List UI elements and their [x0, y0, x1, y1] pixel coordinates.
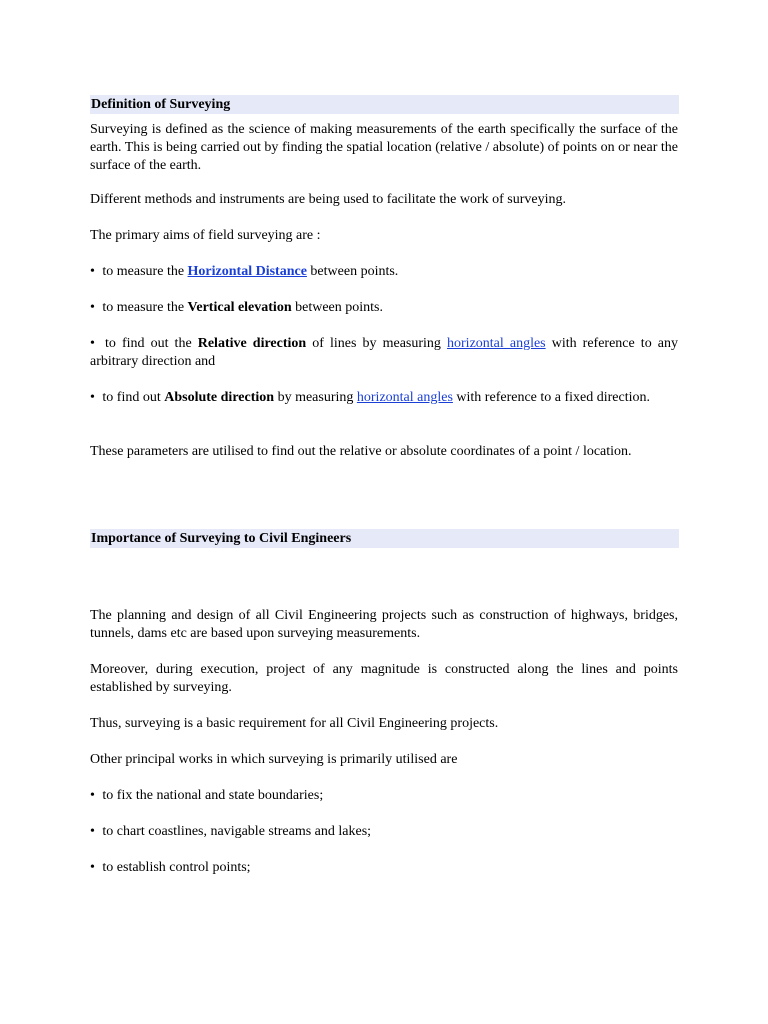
- bullet-text: to find out: [102, 390, 165, 405]
- bullet-text: to measure the: [102, 264, 188, 279]
- bullet-marker: •: [90, 860, 95, 875]
- bullet-text: to establish control points;: [102, 860, 251, 875]
- requirement-paragraph: Thus, surveying is a basic requirement for all Civil Engineering projects.: [90, 716, 499, 731]
- link-label: Horizontal Distance: [187, 264, 307, 279]
- bullet-text: to fix the national and state boundaries;: [102, 788, 324, 803]
- aim-bullet-vertical-elevation: [90, 299, 678, 317]
- aims-intro-paragraph: The primary aims of field surveying are :: [90, 228, 321, 243]
- bullet-text: by measuring: [274, 390, 357, 405]
- bullet-marker: •: [90, 300, 95, 315]
- bold-term: Vertical elevation: [187, 300, 292, 315]
- bullet-text: between points.: [291, 300, 383, 315]
- principal-works-paragraph: Other principal works in which surveying is primarily utilised are: [90, 752, 458, 767]
- bullet-text: of lines by measuring: [306, 336, 448, 351]
- bullet-text: to chart coastlines, navigable streams and lakes;: [102, 824, 372, 839]
- bullet-text: to measure the: [102, 300, 188, 315]
- aim-bullet-relative-direction: [90, 335, 678, 371]
- bullet-marker: •: [90, 824, 95, 839]
- bullet-text: between points.: [306, 264, 399, 279]
- planning-paragraph: The planning and design of all Civil Engineering projects such as construction of highways, bridges, tunnels, dams etc are based upon surveying measurements.: [90, 608, 678, 641]
- aim-bullet-horizontal-distance: [90, 263, 678, 281]
- section-heading-definition: Definition of Surveying: [90, 95, 679, 114]
- bullet-marker: •: [90, 336, 95, 351]
- work-bullet-boundaries: [90, 787, 678, 805]
- horizontal-distance-link[interactable]: [188, 264, 307, 279]
- bullet-text: with reference to any arbitrary direction and: [90, 336, 678, 369]
- bold-term: Relative direction: [197, 336, 307, 351]
- bullet-marker: •: [90, 788, 95, 803]
- work-bullet-coastlines: [90, 823, 678, 841]
- bold-term: Absolute direction: [164, 390, 275, 405]
- horizontal-angles-link[interactable]: horizontal angles: [447, 336, 546, 351]
- definition-paragraph: Surveying is defined as the science of making measurements of the earth specifically the surface of the earth. This is being carried out by finding the spatial location (relative / absolute) of points on or near the surface of the earth.: [90, 122, 678, 173]
- bullet-marker: •: [90, 390, 95, 405]
- bullet-marker: •: [90, 264, 95, 279]
- section-heading-importance: Importance of Surveying to Civil Engineers: [90, 529, 679, 548]
- horizontal-angles-link[interactable]: horizontal angles: [356, 390, 453, 405]
- aim-bullet-absolute-direction: [90, 389, 678, 407]
- work-bullet-control-points: [90, 859, 678, 877]
- methods-paragraph: Different methods and instruments are being used to facilitate the work of surveying.: [90, 192, 566, 207]
- bullet-text: with reference to a fixed direction.: [452, 390, 650, 405]
- parameters-paragraph: These parameters are utilised to find out the relative or absolute coordinates of a point / location.: [90, 444, 632, 459]
- bullet-text: to find out the: [104, 336, 198, 351]
- execution-paragraph: Moreover, during execution, project of any magnitude is constructed along the lines and points established by surveying.: [90, 662, 678, 695]
